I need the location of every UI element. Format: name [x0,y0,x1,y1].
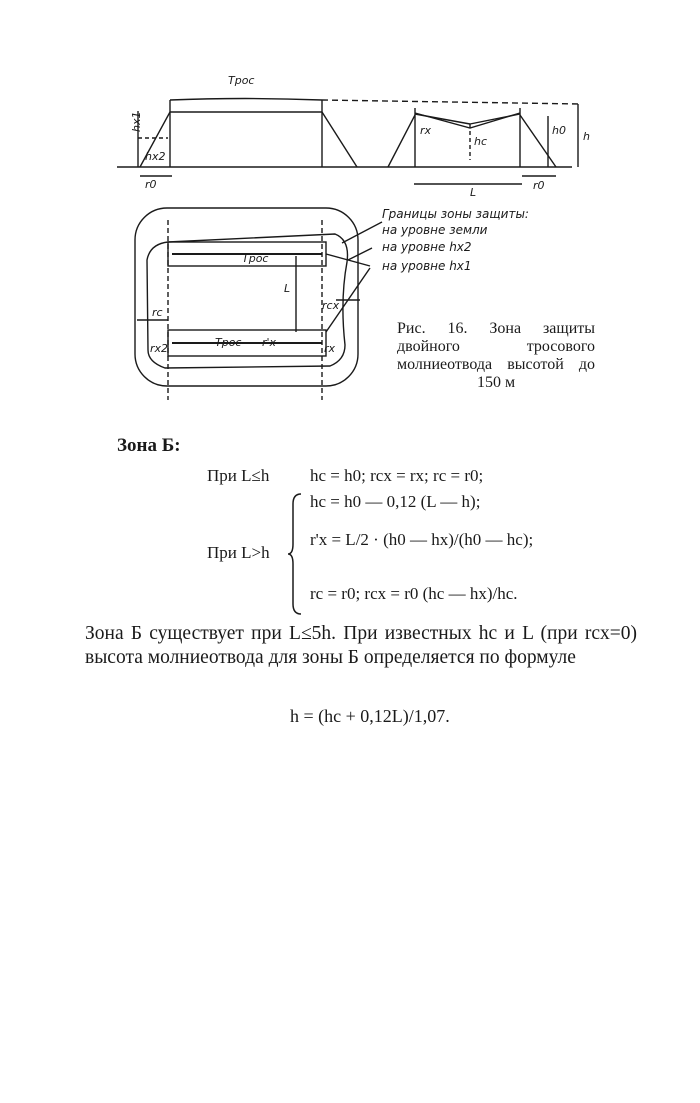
label-rx: rx [420,124,432,137]
cable-side-left [170,99,322,101]
figure-caption [397,320,595,392]
label-rx-corner: rx [324,342,336,355]
case2-line3: rc = r0; rcx = r0 (hc — hx)/hc. [310,584,518,603]
case2-brace [287,492,303,616]
label-rc: rc [152,306,163,319]
label-tros-plan-top: Трос [242,252,269,265]
label-L-plan: L [284,282,291,295]
label-hx1: hx1 [130,111,143,132]
legend-title: Границы зоны защиты: [382,207,529,221]
caption-text: Зона защиты двойного тросового молниеотвода высотой до 150 м [397,320,596,391]
case2-label: При L>h [207,543,270,562]
body-paragraph: Зона Б существует при L≤5h. При известных hc и L (при rcx=0) высота молниеотвода для зоны Б определяется по формуле [85,623,637,668]
caption-number: Рис. 16. [397,320,468,337]
label-hx2: hx2 [145,150,166,163]
label-rcx: rcx [322,299,340,312]
label-r0-right: r0 [533,179,545,192]
label-r0-left: r0 [145,178,157,191]
label-h0: h0 [552,124,566,137]
label-hc: hc [474,135,488,148]
legend-item-ground: на уровне земли [382,223,488,237]
label-L-side: L [470,186,477,199]
final-formula: h = (hc + 0,12L)/1,07. [290,706,450,726]
label-h: h [583,130,590,143]
label-rx2: rx2 [150,342,169,355]
legend-item-hx2: на уровне hx2 [382,240,472,254]
protection-zone-figure [0,0,700,420]
label-tros-plan-bottom: Трос [215,336,242,349]
case2-line1: hc = h0 — 0,12 (L — h); [310,492,481,511]
label-rx-plan: r'x [262,336,277,349]
case1-formula: hc = h0; rcx = rx; rc = r0; [310,466,484,485]
label-tros-top: Трос [228,74,255,87]
legend-item-hx1: на уровне hx1 [382,259,472,273]
section-title: Зона Б: [117,435,181,456]
case2-line2: r'x = L/2 · (h0 — hx)/(h0 — hc); [310,530,534,549]
case1-label: При L≤h [207,466,270,485]
